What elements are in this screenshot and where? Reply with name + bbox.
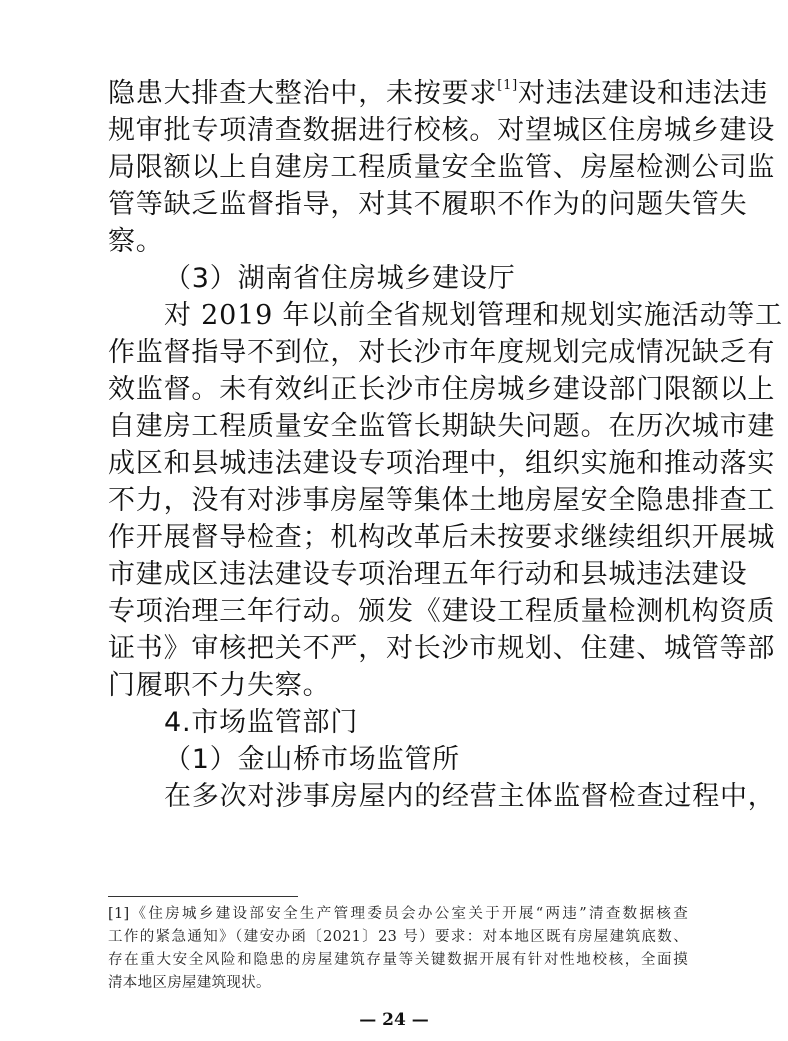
footnote-reference[interactable]: [1]: [497, 78, 519, 93]
body-line-text: 对 2019 年以前全省规划管理和规划实施活动等工: [164, 300, 783, 331]
body-line: [108, 75, 769, 112]
body-line-text: 管等缺乏监督指导，对其不履职不作为的问题失管失: [108, 189, 748, 220]
footnote-line: 工作的紧急通知》（建安办函〔2021〕23 号）要求：对本地区既有房屋建筑底数、: [108, 929, 688, 945]
body-line: [108, 408, 776, 445]
body-line: [108, 667, 688, 704]
body-line: [108, 149, 776, 186]
body-line-text: 隐患大排查大整治中，未按要求: [108, 78, 498, 109]
body-line-text: 效监督。未有效纠正长沙市住房城乡建设部门限额以上: [108, 374, 776, 405]
body-line: [108, 778, 776, 815]
body-line-text: 作开展督导检查；机构改革后未按要求继续组织开展城: [108, 522, 776, 553]
body-line-text: 4.市场监管部门: [164, 707, 359, 738]
body-line-text: 门履职不力失察。: [108, 670, 331, 701]
footnote-line: 存在重大安全风险和隐患的房屋建筑存量等关键数据开展有针对性地校核，全面摸: [108, 952, 688, 968]
body-line: [108, 556, 748, 593]
body-line: [108, 593, 776, 630]
body-line-text: 市建成区违法建设专项治理五年行动和县城违法建设: [108, 559, 748, 590]
section-heading: [108, 741, 688, 778]
body-line: [108, 186, 748, 223]
body-line-text: （1）金山桥市场监管所: [164, 744, 460, 775]
section-heading: [108, 260, 688, 297]
body-line: [108, 519, 776, 556]
body-line-text-continued: 对违法建设和违法违: [518, 78, 769, 109]
body-line: [108, 371, 776, 408]
page-number: — 24 —: [359, 1010, 429, 1030]
section-heading: [108, 704, 688, 741]
body-line-text: 证书》审核把关不严，对长沙市规划、住建、城管等部: [108, 633, 776, 664]
body-line-text: 作监督指导不到位，对长沙市年度规划完成情况缺乏有: [108, 337, 776, 368]
body-line: [108, 297, 783, 334]
body-line-text: （3）湖南省住房城乡建设厅: [164, 263, 516, 294]
body-line: [108, 630, 776, 667]
body-line-text: 专项治理三年行动。颁发《建设工程质量检测机构资质: [108, 596, 776, 627]
body-line-text: 局限额以上自建房工程质量安全监管、房屋检测公司监: [108, 152, 776, 183]
body-line: [108, 112, 776, 149]
body-line-text: 在多次对涉事房屋内的经营主体监督检查过程中，: [164, 781, 776, 812]
footnote-line: 清本地区房屋建筑现状。: [108, 975, 271, 991]
body-line-text: 察。: [108, 226, 164, 257]
body-line: [108, 334, 776, 371]
body-line-text: 规审批专项清查数据进行校核。对望城区住房城乡建设: [108, 115, 776, 146]
body-text: [108, 75, 783, 815]
footnote-divider: [108, 896, 298, 897]
footnote-line: [1]《住房城乡建设部安全生产管理委员会办公室关于开展“两违”清查数据核查: [108, 906, 688, 922]
body-line: [108, 482, 776, 519]
footnote-block: [108, 903, 688, 995]
body-line-text: 不力，没有对涉事房屋等集体土地房屋安全隐患排查工: [108, 485, 776, 516]
body-line: [108, 445, 776, 482]
body-line-text: 自建房工程质量安全监管长期缺失问题。在历次城市建: [108, 411, 776, 442]
body-line: [108, 223, 688, 260]
body-line-text: 成区和县城违法建设专项治理中，组织实施和推动落实: [108, 448, 776, 479]
